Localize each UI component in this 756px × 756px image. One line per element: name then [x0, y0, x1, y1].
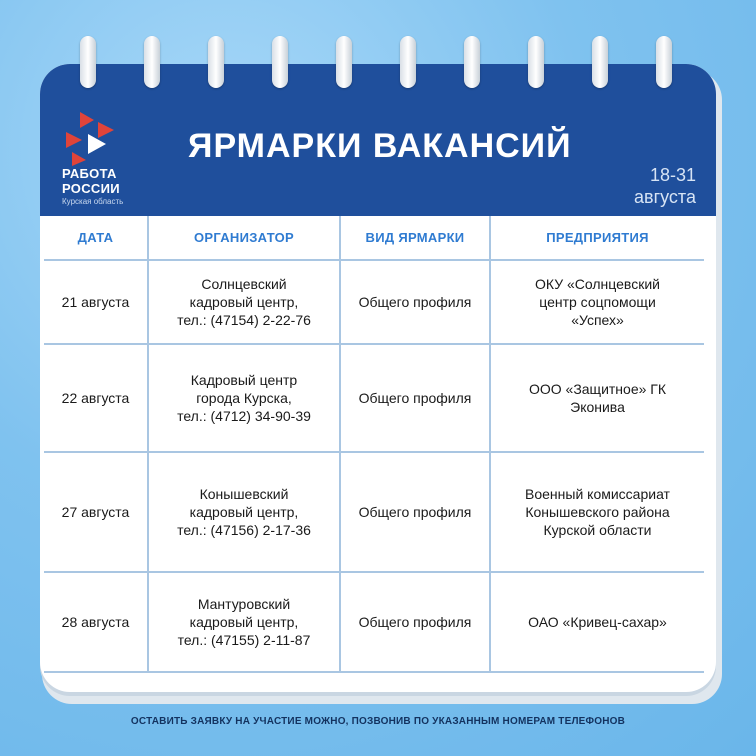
column-header-date: ДАТА	[44, 216, 148, 260]
cell-organizer	[148, 452, 340, 572]
ring-icon	[464, 36, 480, 88]
company-line: «Успех»	[571, 312, 624, 328]
page-title: ЯРМАРКИ ВАКАНСИЙ	[188, 127, 572, 165]
cell-companies	[490, 452, 704, 572]
table-header-row	[44, 216, 704, 260]
cell-organizer	[148, 572, 340, 672]
calendar-card	[40, 64, 716, 692]
company-line: ООО «Защитное» ГК	[528, 381, 667, 397]
organizer-phone: тел.: (47155) 2-11-87	[177, 632, 311, 648]
company-line: Военный комиссариат	[525, 486, 670, 502]
cell-date: 21 августа	[44, 260, 148, 344]
ring-icon	[336, 36, 352, 88]
ring-icon	[528, 36, 544, 88]
organizer-line: города Курска,	[196, 390, 292, 406]
column-header-organizer: ОРГАНИЗАТОР	[148, 216, 340, 260]
logo-text-rossii: РОССИИ	[62, 181, 120, 196]
cell-organizer	[148, 260, 340, 344]
date-range-days: 18-31	[649, 165, 696, 185]
cell-companies	[490, 572, 704, 672]
rabota-rossii-logo	[62, 110, 182, 210]
ring-icon	[656, 36, 672, 88]
organizer-line: Конышевский	[199, 486, 289, 502]
organizer-line: Солнцевский	[201, 276, 287, 292]
ring-icon	[400, 36, 416, 88]
job-fairs-table	[44, 216, 704, 673]
cell-fair-type: Общего профиля	[340, 344, 490, 452]
table-row	[44, 260, 704, 344]
organizer-line: Кадровый центр	[190, 372, 298, 388]
company-line: центр соцпомощи	[539, 294, 656, 310]
organizer-line: кадровый центр,	[189, 614, 299, 630]
calendar-binding-rings	[0, 0, 756, 110]
company-line: ОАО «Кривец-сахар»	[528, 614, 667, 630]
organizer-phone: тел.: (47156) 2-17-36	[177, 522, 311, 538]
column-header-companies: ПРЕДПРИЯТИЯ	[490, 216, 704, 260]
logo-subtitle: Курская область	[62, 197, 124, 206]
footer-note: ОСТАВИТЬ ЗАЯВКУ НА УЧАСТИЕ МОЖНО, ПОЗВОНИВ ПО УКАЗАННЫМ НОМЕРАМ ТЕЛЕФОНОВ	[130, 716, 626, 727]
cell-fair-type: Общего профиля	[340, 452, 490, 572]
organizer-line: кадровый центр,	[189, 504, 299, 520]
ring-icon	[208, 36, 224, 88]
cell-companies	[490, 344, 704, 452]
cell-date: 28 августа	[44, 572, 148, 672]
organizer-phone: тел.: (4712) 34-90-39	[177, 408, 311, 424]
ring-icon	[80, 36, 96, 88]
organizer-line: кадровый центр,	[189, 294, 299, 310]
company-line: Эконива	[570, 399, 625, 415]
organizer-phone: тел.: (47154) 2-22-76	[177, 312, 311, 328]
company-line: Курской области	[543, 522, 652, 538]
table-row	[44, 572, 704, 672]
cell-date: 22 августа	[44, 344, 148, 452]
logo-text-rabota: РАБОТА	[62, 166, 117, 181]
cell-organizer	[148, 344, 340, 452]
table-row	[44, 452, 704, 572]
cell-fair-type: Общего профиля	[340, 572, 490, 672]
organizer-line: Мантуровский	[197, 596, 291, 612]
company-line: ОКУ «Солнцевский	[535, 276, 660, 292]
cell-companies	[490, 260, 704, 344]
date-range	[576, 164, 696, 208]
column-header-fair-type: ВИД ЯРМАРКИ	[340, 216, 490, 260]
ring-icon	[272, 36, 288, 88]
company-line: Конышевского района	[525, 504, 670, 520]
table-row	[44, 344, 704, 452]
logo-triangles-icon	[62, 110, 122, 166]
cell-date: 27 августа	[44, 452, 148, 572]
cell-fair-type: Общего профиля	[340, 260, 490, 344]
ring-icon	[144, 36, 160, 88]
ring-icon	[592, 36, 608, 88]
date-range-month: августа	[634, 187, 696, 207]
